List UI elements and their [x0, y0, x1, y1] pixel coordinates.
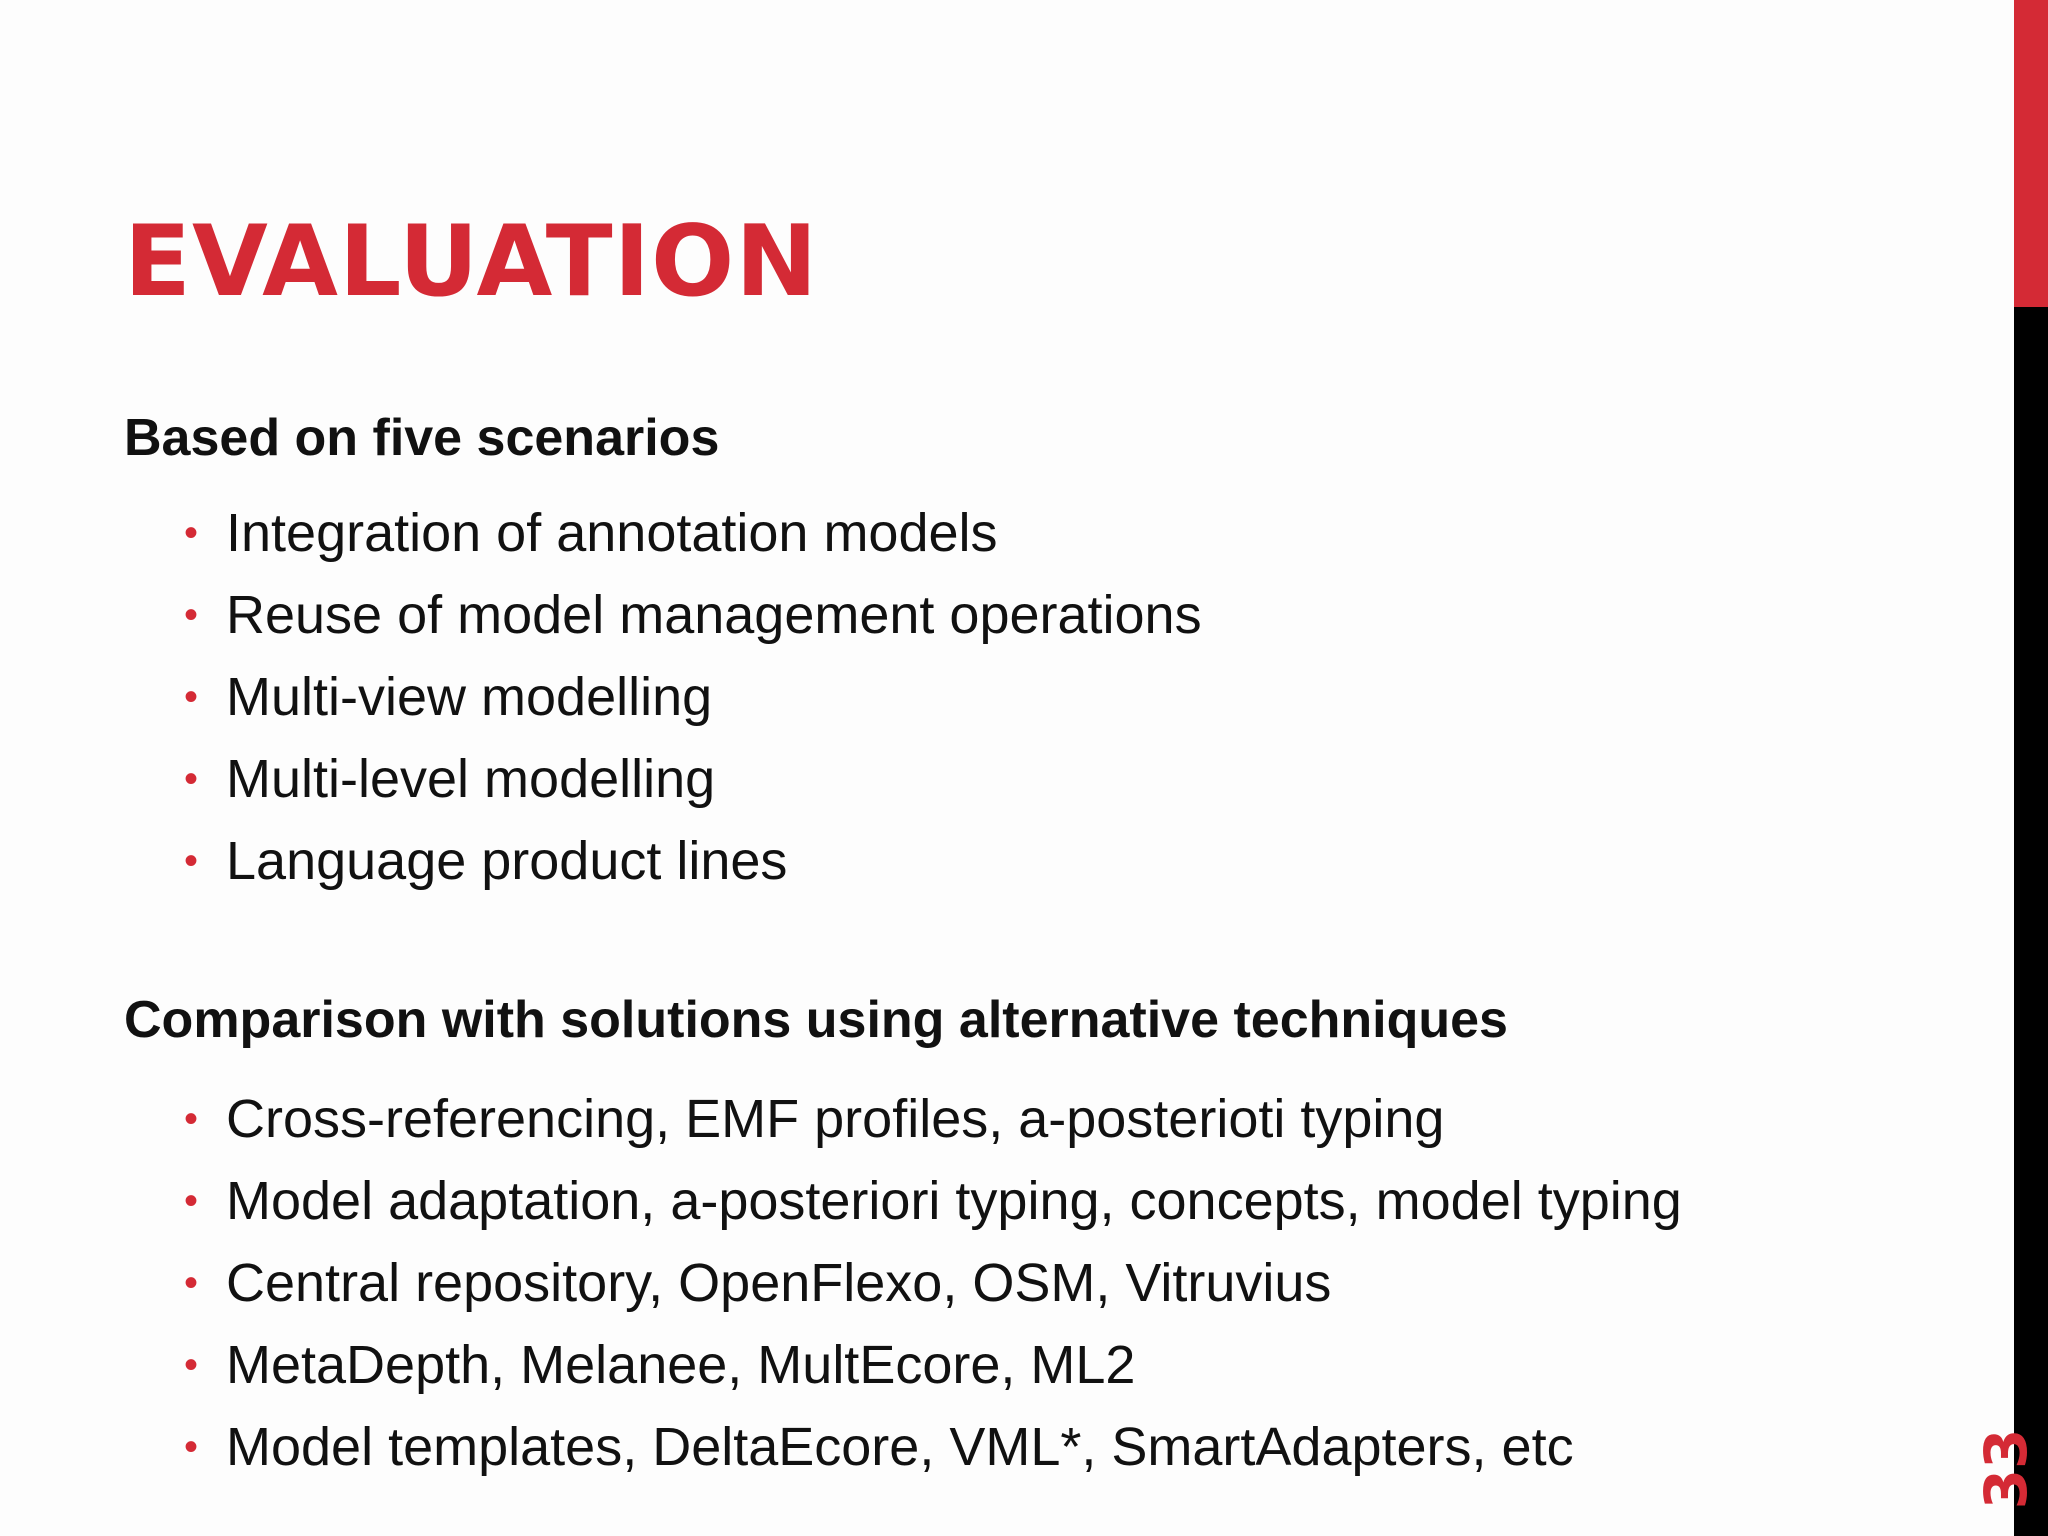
bullet-item — [124, 574, 1202, 656]
bullet-item — [124, 492, 1202, 574]
section-comparison — [124, 991, 1682, 1488]
bullet-text: Reuse of model management operations — [226, 585, 1202, 645]
bullet-icon: • — [184, 1097, 199, 1141]
bullet-text: MetaDepth, Melanee, MultEcore, ML2 — [226, 1335, 1136, 1395]
section-scenarios — [124, 409, 1202, 902]
bullet-list — [124, 1078, 1682, 1488]
bullet-item — [124, 1078, 1682, 1160]
bullet-icon: • — [184, 511, 199, 555]
bullet-text: Model templates, DeltaEcore, VML*, SmartAdapters, etc — [226, 1417, 1574, 1477]
bullet-item — [124, 1324, 1682, 1406]
slide-title: EVALUATION — [124, 205, 819, 319]
bullet-text: Model adaptation, a-posteriori typing, concepts, model typing — [226, 1171, 1682, 1231]
bullet-icon: • — [184, 757, 199, 801]
side-bar-red-segment — [2014, 0, 2048, 307]
bullet-item — [124, 1242, 1682, 1324]
bullet-item — [124, 820, 1202, 902]
bullet-item — [124, 1160, 1682, 1242]
bullet-text: Cross-referencing, EMF profiles, a-posterioti typing — [226, 1089, 1445, 1149]
bullet-icon: • — [184, 1261, 199, 1305]
section-heading: Based on five scenarios — [124, 409, 720, 467]
bullet-list — [124, 492, 1202, 902]
side-accent-bar — [2014, 0, 2048, 1536]
bullet-text: Language product lines — [226, 831, 788, 891]
section-heading: Comparison with solutions using alternative techniques — [124, 991, 1508, 1049]
bullet-text: Integration of annotation models — [226, 503, 998, 563]
bullet-text: Central repository, OpenFlexo, OSM, Vitruvius — [226, 1253, 1332, 1313]
bullet-text: Multi-level modelling — [226, 749, 716, 809]
bullet-icon: • — [184, 1425, 199, 1469]
side-bar-black-segment — [2014, 307, 2048, 1536]
bullet-icon: • — [184, 593, 199, 637]
bullet-icon: • — [184, 839, 199, 883]
bullet-icon: • — [184, 675, 199, 719]
bullet-text: Multi-view modelling — [226, 667, 713, 727]
bullet-item — [124, 738, 1202, 820]
page-number: 33 — [1972, 1428, 2040, 1510]
bullet-item — [124, 1406, 1682, 1488]
bullet-icon: • — [184, 1343, 199, 1387]
bullet-icon: • — [184, 1179, 199, 1223]
bullet-item — [124, 656, 1202, 738]
